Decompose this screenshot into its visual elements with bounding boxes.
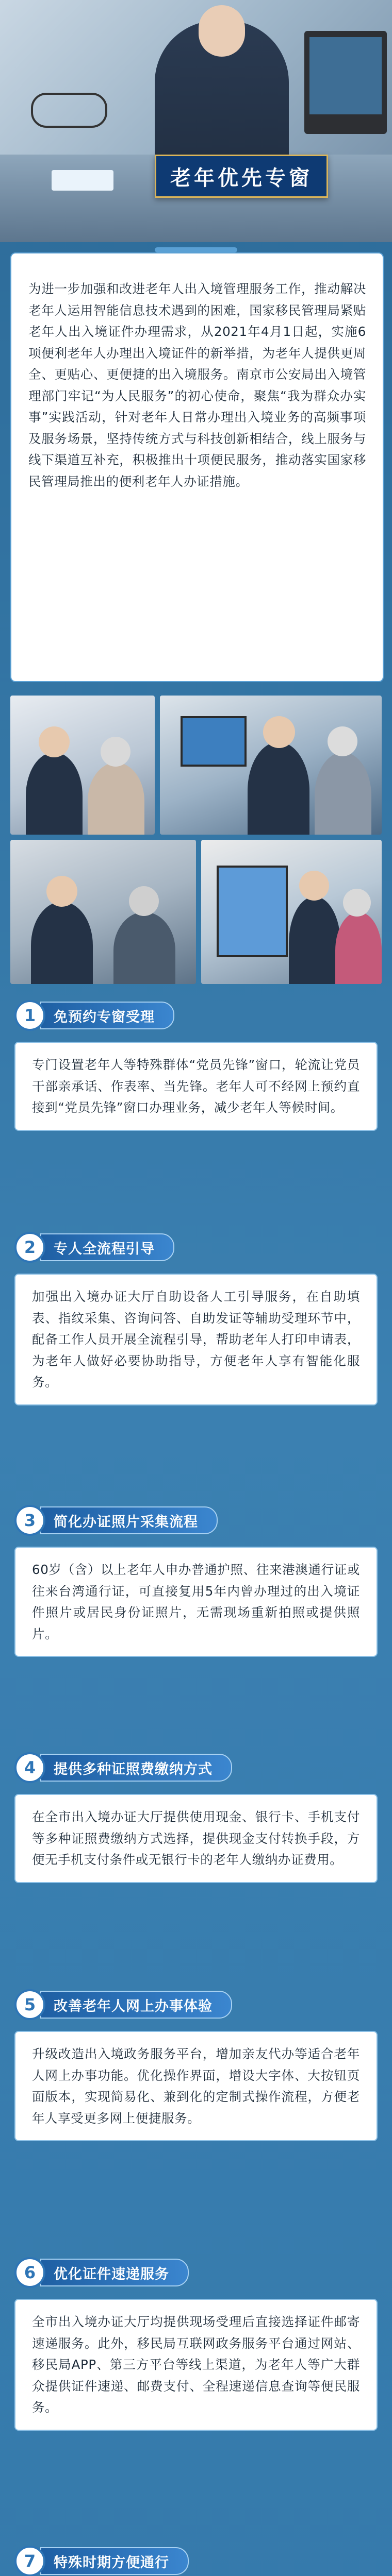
section-card xyxy=(14,2031,378,2141)
monitor-screen-graphic xyxy=(309,37,382,114)
section-title: 免预约专窗受理 xyxy=(40,1002,174,1029)
photo-self-service xyxy=(160,696,382,835)
elderly-head xyxy=(129,886,159,916)
section-card xyxy=(14,2299,378,2431)
section-text: 升级改造出入境政务服务平台，增加亲友代办等适合老年人网上办事功能。优化操作界面，增设大字体、大按钮页面版本，实现简易化、兼到化的定制式操作流程，方便老年人享受更多网上便捷服务。 xyxy=(32,2046,360,2126)
officer-head xyxy=(263,716,295,748)
officer-head xyxy=(299,871,329,901)
section-header xyxy=(14,1504,218,1536)
section-title: 改善老年人网上办事体验 xyxy=(40,1991,232,2019)
photo-kiosk-help xyxy=(201,840,382,984)
officer-figure xyxy=(289,896,340,984)
section-number: 2 xyxy=(14,1232,45,1263)
officer-head xyxy=(39,726,70,757)
photo-collage xyxy=(10,696,382,984)
officer-figure xyxy=(31,902,93,984)
officer-figure xyxy=(248,742,309,835)
elderly-figure xyxy=(88,762,144,835)
section-title: 专人全流程引导 xyxy=(40,1233,174,1261)
elderly-figure xyxy=(335,912,382,984)
section-header xyxy=(14,1231,174,1263)
section-header xyxy=(14,1989,232,2021)
section-number: 6 xyxy=(14,2257,45,2288)
section-title: 简化办证照片采集流程 xyxy=(40,1506,218,1534)
hero-photo xyxy=(0,0,392,242)
intro-paragraph: 为进一步加强和改进老年人出入境管理服务工作，推动解决老年人运用智能信息技术遇到的困难，国家移民管理局紧贴老年人出入境证件办理需求，从2021年4月1日起，实施6项便利老年人办理出入境证件的新举措，为老年人提供更周全、更贴心、更便捷的出入境服务。南京市公安局出入境管理部门牢记“为人民服务”的初心使命，聚焦“我为群众办实事”实践活动，针对老年人日常办理出入境业务的高频事项及服务场景，坚持传统方式与科技创新相结合，线上服务与线下渠道互补充，积极推出十项便民服务，推动落实国家移民管理局推出的便利老年人办证措施。 xyxy=(28,281,366,489)
section-card xyxy=(14,1794,378,1883)
section-header xyxy=(14,2257,189,2289)
elderly-head xyxy=(328,726,357,756)
intro-decor-bar xyxy=(155,247,237,252)
officer-head xyxy=(46,876,77,907)
section-number: 5 xyxy=(14,1989,45,2020)
section-text: 专门设置老年人等特殊群体“党员先锋”窗口，轮流让党员干部亲承话、作表率、当先锋。老年人可不经网上预约直接到“党员先锋”窗口办理业务，减少老年人等候时间。 xyxy=(32,1057,360,1115)
section-header xyxy=(14,1752,232,1784)
kiosk-screen xyxy=(181,716,247,767)
section-title: 优化证件速递服务 xyxy=(40,2259,189,2286)
section-title: 特殊时期方便通行 xyxy=(40,2547,189,2575)
section-text: 加强出入境办证大厅自助设备人工引导服务，在自助填表、指纹采集、咨询问答、自助发证等辅助受理环节中，配备工作人员开展全流程引导，帮助老年人打印申请表，为老年人做好必要协助指导，方便老年人享有智能化服务。 xyxy=(32,1289,360,1389)
section-number: 7 xyxy=(14,2546,45,2576)
officer-head xyxy=(199,5,245,57)
section-text: 全市出入境办证大厅均提供现场受理后直接选择证件邮寄速递服务。此外，移民局互联网政务服务平台通过网站、移民局APP、第三方平台等线上渠道，为老年人等广大群众提供证件速递、邮费支付、全程速递信息查询等便民服务。 xyxy=(32,2314,360,2415)
section-card xyxy=(14,1274,378,1405)
section-title: 提供多种证照费缴纳方式 xyxy=(40,1754,232,1782)
section-number: 4 xyxy=(14,1752,45,1783)
counter-tag xyxy=(52,170,113,191)
officer-figure xyxy=(26,752,83,835)
section-header xyxy=(14,999,174,1031)
section-header xyxy=(14,2545,189,2576)
section-number: 1 xyxy=(14,1000,45,1031)
section-text: 在全市出入境办证大厅提供使用现金、银行卡、手机支付等多种证照费缴纳方式选择，提供现金支付转换手段，方便无手机支付条件或无银行卡的老年人缴纳办证费用。 xyxy=(32,1809,360,1867)
section-card xyxy=(14,1042,378,1131)
kiosk-screen xyxy=(217,866,288,957)
section-number: 3 xyxy=(14,1505,45,1536)
reading-glasses-icon xyxy=(31,93,107,128)
photo-guidance xyxy=(10,696,155,835)
section-text: 60岁（含）以上老年人申办普通护照、往来港澳通行证或往来台湾通行证，可直接复用5年内曾办理过的出入境证件照片或居民身份证照片，无需现场重新拍照或提供照片。 xyxy=(32,1562,360,1641)
elderly-figure xyxy=(315,752,371,835)
elderly-head xyxy=(101,737,130,767)
priority-window-sign: 老年优先专窗 xyxy=(155,155,328,198)
elderly-head xyxy=(343,889,371,917)
section-card xyxy=(14,1547,378,1657)
elderly-figure xyxy=(113,912,175,984)
photo-counter-service xyxy=(10,840,196,984)
